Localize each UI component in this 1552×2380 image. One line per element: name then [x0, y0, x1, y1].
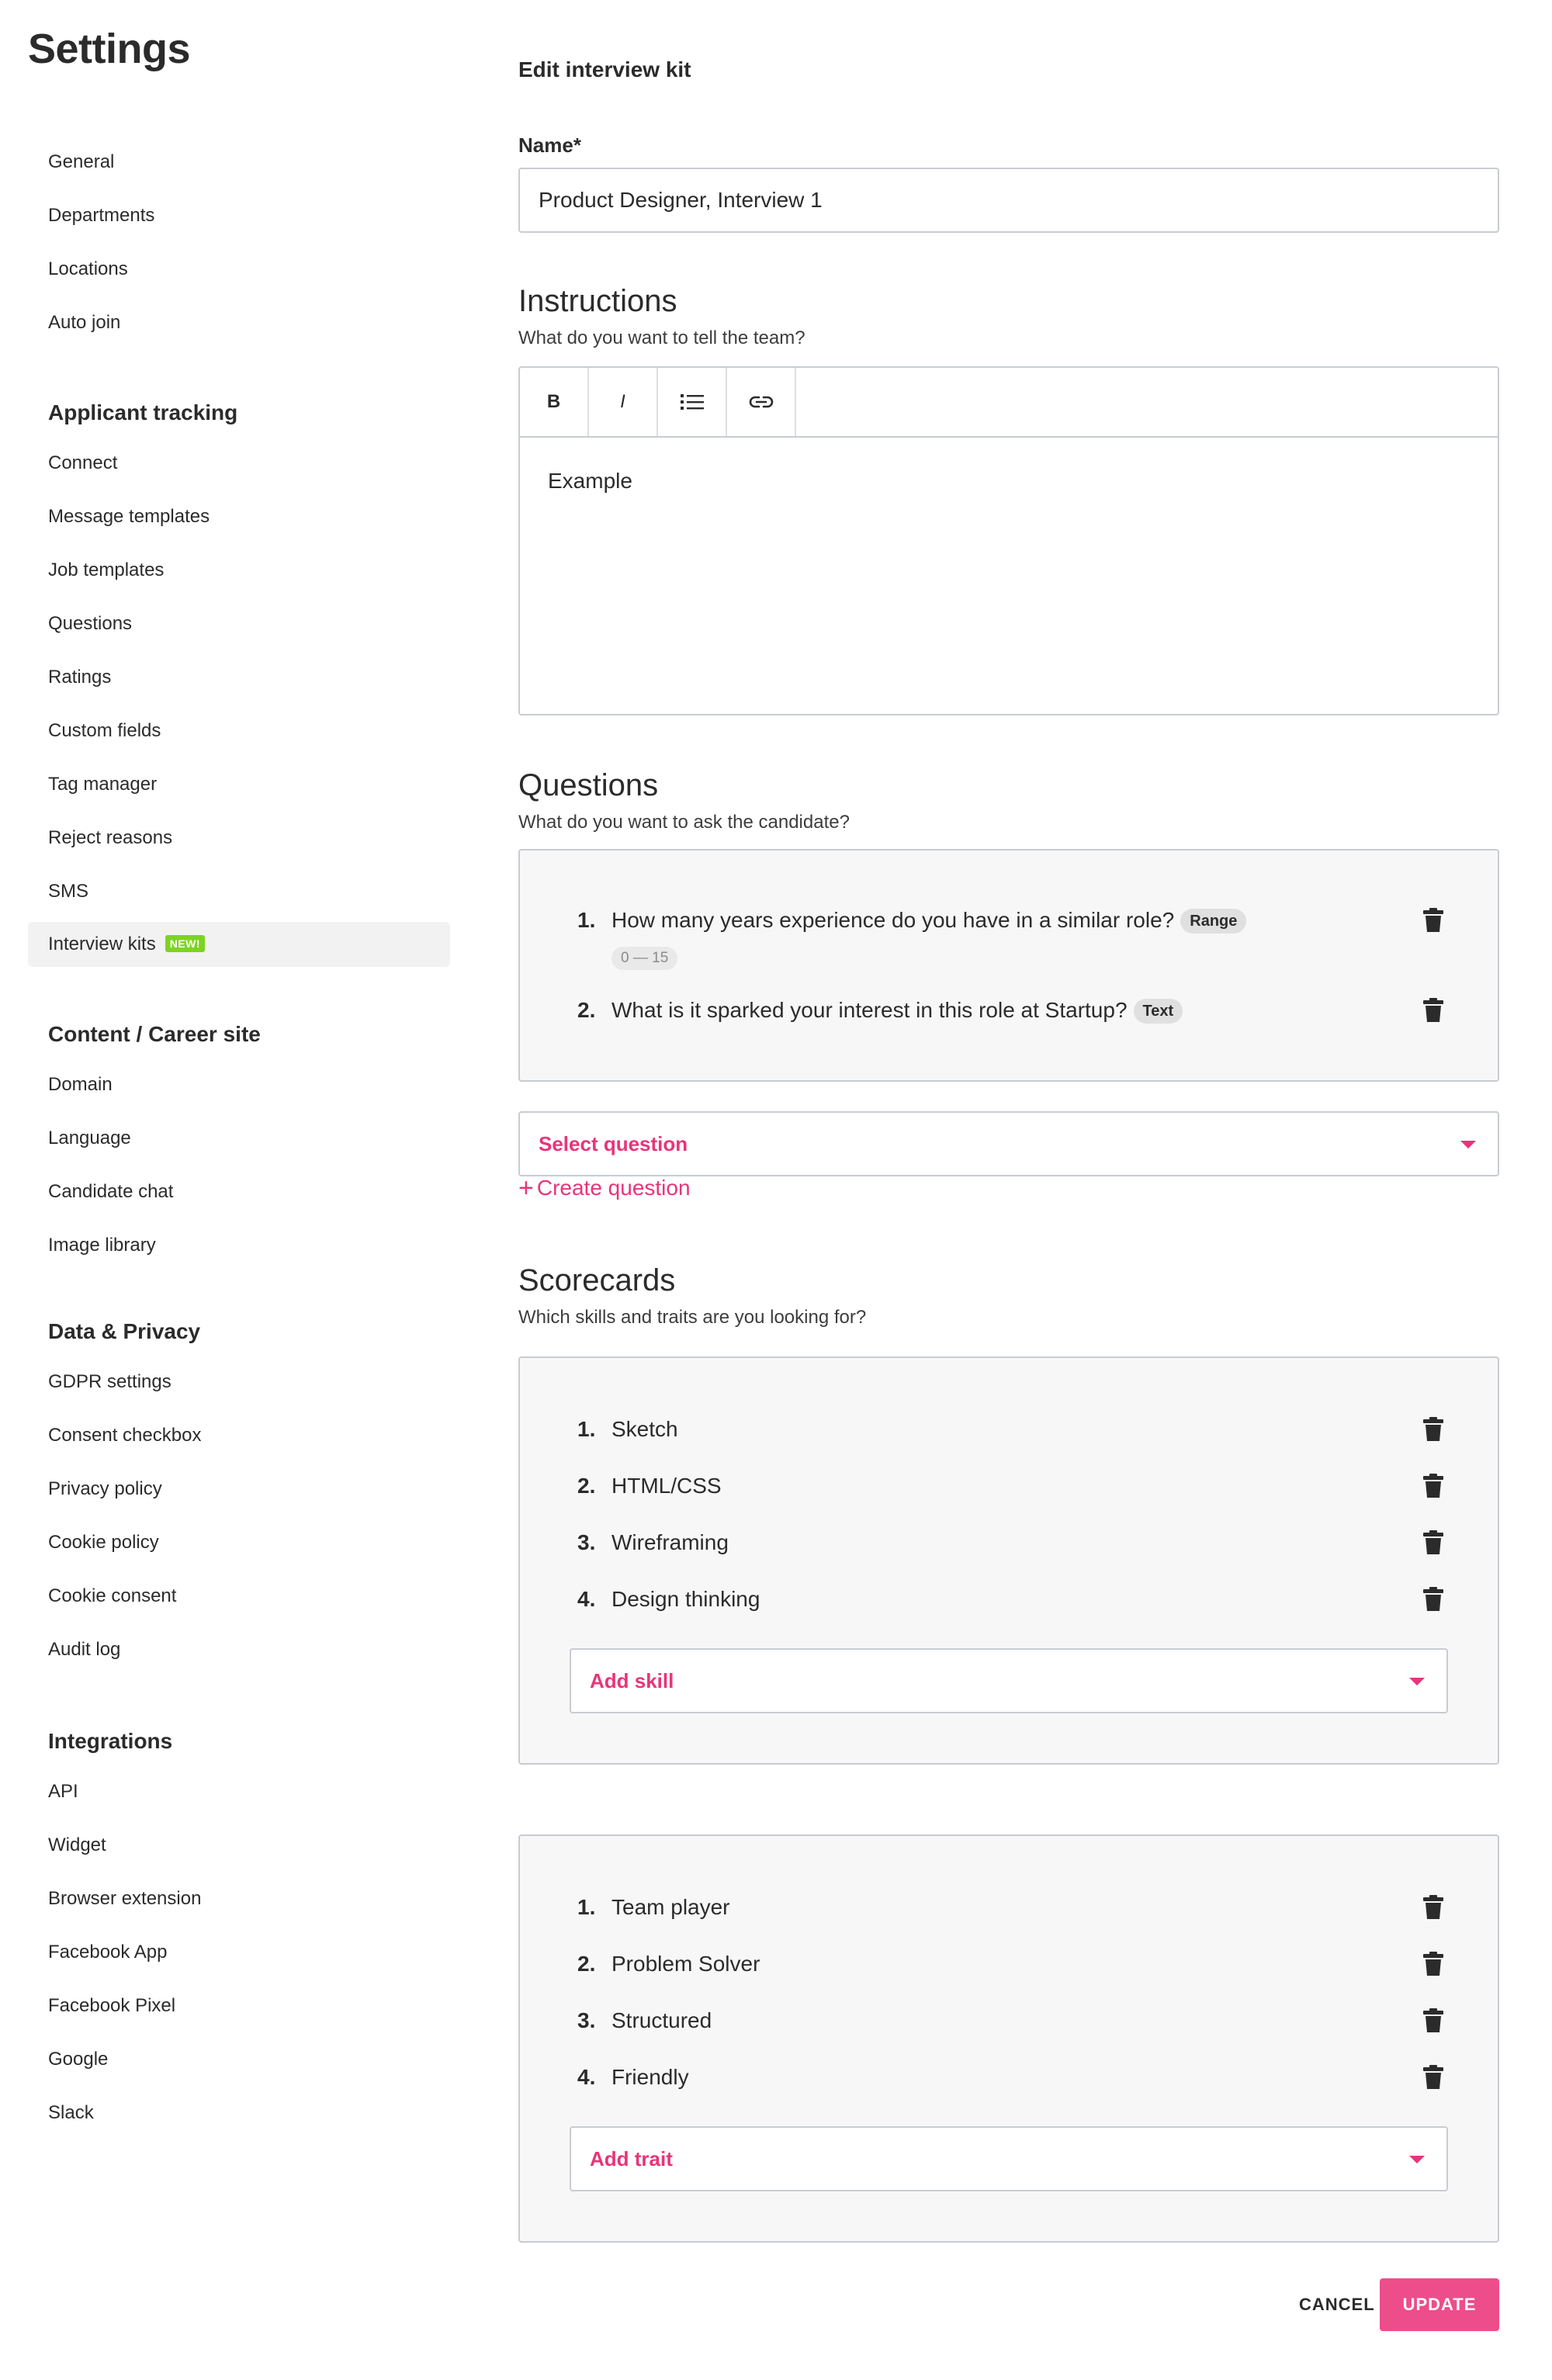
- skill-item: [520, 1581, 1498, 1618]
- skill-item: [520, 1411, 1498, 1448]
- question-text: [611, 998, 1183, 1024]
- new-badge: NEW!: [165, 935, 205, 952]
- trait-item: [520, 2002, 1498, 2039]
- scorecards-title: Scorecards: [518, 1263, 676, 1297]
- skill-label: Design thinking: [611, 1587, 760, 1611]
- sidebar-item-browser-extension[interactable]: Browser extension: [48, 1888, 202, 1909]
- nav-integrations: [28, 1718, 450, 2139]
- nav-heading-data-privacy: Data & Privacy: [48, 1319, 201, 1343]
- sidebar-item-api[interactable]: API: [48, 1781, 78, 1802]
- caret-down-icon: [1409, 2156, 1425, 2163]
- trash-icon[interactable]: [1423, 1417, 1443, 1442]
- bold-button[interactable]: B: [520, 368, 589, 436]
- trash-icon[interactable]: [1423, 1587, 1443, 1612]
- trait-label: Problem Solver: [611, 1952, 760, 1976]
- sidebar-item-privacy-policy[interactable]: Privacy policy: [48, 1478, 162, 1499]
- sidebar-item-slack[interactable]: Slack: [48, 2102, 94, 2123]
- sidebar-item-connect[interactable]: Connect: [48, 452, 118, 473]
- sidebar-item-custom-fields[interactable]: Custom fields: [48, 720, 161, 741]
- sidebar-item-domain[interactable]: Domain: [48, 1074, 113, 1095]
- sidebar-item-widget[interactable]: Widget: [48, 1834, 106, 1855]
- select-question-dropdown[interactable]: [518, 1111, 1499, 1176]
- nav-heading-integrations: Integrations: [48, 1729, 173, 1753]
- skill-number: 3.: [577, 1530, 596, 1554]
- settings-sidebar: [0, 0, 466, 2380]
- sidebar-item-label: Interview kits: [48, 934, 156, 954]
- question-label: What is it sparked your interest in this role at Startup?: [611, 998, 1128, 1022]
- plus-icon: +: [518, 1173, 534, 1203]
- trait-number: 2.: [577, 1952, 596, 1976]
- trash-icon[interactable]: [1423, 1895, 1443, 1920]
- update-button[interactable]: UPDATE: [1380, 2278, 1499, 2331]
- create-question-label: Create question: [536, 1176, 691, 1200]
- trash-icon[interactable]: [1423, 1530, 1443, 1555]
- trash-icon[interactable]: [1423, 908, 1443, 933]
- sidebar-item-ratings[interactable]: Ratings: [48, 667, 112, 688]
- nav-content-career-site: [28, 1011, 450, 1272]
- name-field[interactable]: [518, 168, 1499, 233]
- sidebar-item-consent-checkbox[interactable]: Consent checkbox: [48, 1425, 202, 1446]
- trash-icon[interactable]: [1423, 2008, 1443, 2033]
- sidebar-item-google[interactable]: Google: [48, 2049, 109, 2070]
- sidebar-item-auto-join[interactable]: Auto join: [48, 312, 121, 333]
- question-type-tag: Range: [1180, 909, 1246, 934]
- sidebar-item-departments[interactable]: Departments: [48, 205, 155, 226]
- skill-label: Sketch: [611, 1417, 678, 1441]
- trash-icon[interactable]: [1423, 998, 1443, 1023]
- sidebar-item-reject-reasons[interactable]: Reject reasons: [48, 827, 173, 848]
- trait-number: 4.: [577, 2065, 596, 2089]
- trash-icon[interactable]: [1423, 2065, 1443, 2090]
- trait-item: [520, 2059, 1498, 2096]
- link-icon: [749, 395, 774, 409]
- skill-number: 1.: [577, 1417, 596, 1441]
- scorecards-subtitle: Which skills and traits are you looking for?: [518, 1307, 867, 1328]
- skill-label: HTML/CSS: [611, 1474, 722, 1498]
- sidebar-item-facebook-pixel[interactable]: Facebook Pixel: [48, 1995, 176, 2016]
- trash-icon[interactable]: [1423, 1952, 1443, 1976]
- nav-heading-applicant-tracking: Applicant tracking: [48, 400, 238, 424]
- sidebar-item-candidate-chat[interactable]: Candidate chat: [48, 1181, 174, 1202]
- question-type-tag: Text: [1134, 999, 1183, 1024]
- skill-item: [520, 1524, 1498, 1561]
- instructions-editor: [518, 366, 1499, 715]
- trait-item: [520, 1945, 1498, 1983]
- sidebar-item-interview-kits[interactable]: [28, 922, 450, 967]
- name-field-label: Name*: [518, 133, 581, 157]
- sidebar-item-gdpr-settings[interactable]: GDPR settings: [48, 1371, 171, 1392]
- question-item: [520, 992, 1498, 1029]
- traits-panel: [518, 1834, 1499, 2243]
- sidebar-item-message-templates[interactable]: Message templates: [48, 506, 210, 527]
- sidebar-item-facebook-app[interactable]: Facebook App: [48, 1942, 168, 1963]
- sidebar-item-tag-manager[interactable]: Tag manager: [48, 774, 158, 795]
- create-question-link[interactable]: [518, 1173, 691, 1204]
- sidebar-item-job-templates[interactable]: Job templates: [48, 559, 165, 580]
- bullet-list-icon: [681, 393, 704, 411]
- sidebar-item-sms[interactable]: SMS: [48, 881, 89, 902]
- add-trait-label: Add trait: [590, 2147, 673, 2170]
- range-value: 0 — 15: [611, 947, 677, 970]
- nav-applicant-tracking: [28, 390, 450, 972]
- sidebar-item-general[interactable]: General: [48, 151, 115, 172]
- instructions-title: Instructions: [518, 284, 677, 318]
- trait-label: Team player: [611, 1895, 730, 1919]
- trash-icon[interactable]: [1423, 1474, 1443, 1498]
- nav-heading-content-career-site: Content / Career site: [48, 1022, 261, 1046]
- link-button[interactable]: [727, 368, 796, 436]
- skill-item: [520, 1467, 1498, 1505]
- trait-number: 1.: [577, 1895, 596, 1919]
- caret-down-icon: [1409, 1678, 1425, 1685]
- caret-down-icon: [1460, 1141, 1476, 1148]
- skills-panel: [518, 1356, 1499, 1765]
- sidebar-item-cookie-policy[interactable]: Cookie policy: [48, 1532, 159, 1553]
- instructions-subtitle: What do you want to tell the team?: [518, 327, 805, 348]
- add-skill-label: Add skill: [590, 1669, 674, 1692]
- add-trait-dropdown[interactable]: [570, 2126, 1448, 2191]
- sidebar-item-language[interactable]: Language: [48, 1128, 131, 1148]
- question-number: 1.: [577, 908, 596, 932]
- select-question-label: Select question: [539, 1132, 688, 1155]
- sidebar-item-locations[interactable]: Locations: [48, 258, 128, 279]
- sidebar-item-questions[interactable]: Questions: [48, 613, 133, 634]
- sidebar-item-image-library[interactable]: Image library: [48, 1235, 156, 1256]
- bullet-list-button[interactable]: [658, 368, 727, 436]
- skill-number: 4.: [577, 1587, 596, 1611]
- questions-panel: [518, 849, 1499, 1082]
- questions-title: Questions: [518, 768, 659, 802]
- italic-button[interactable]: I: [589, 368, 658, 436]
- questions-subtitle: What do you want to ask the candidate?: [518, 812, 850, 833]
- cancel-button[interactable]: CANCEL: [1299, 2295, 1375, 2314]
- question-number: 2.: [577, 998, 596, 1022]
- trait-label: Structured: [611, 2008, 712, 2032]
- editor-toolbar: [520, 368, 1498, 438]
- nav-data-privacy: [28, 1308, 450, 1676]
- nav-general: [28, 135, 450, 349]
- trait-number: 3.: [577, 2008, 596, 2032]
- skill-label: Wireframing: [611, 1530, 729, 1554]
- trait-label: Friendly: [611, 2065, 689, 2089]
- page-title: Settings: [28, 26, 191, 72]
- question-label: How many years experience do you have in a similar role?: [611, 908, 1175, 932]
- add-skill-dropdown[interactable]: [570, 1648, 1448, 1713]
- question-text: [611, 908, 1246, 934]
- sidebar-item-audit-log[interactable]: Audit log: [48, 1639, 121, 1660]
- sidebar-item-cookie-consent[interactable]: Cookie consent: [48, 1585, 177, 1606]
- trait-item: [520, 1889, 1498, 1926]
- form-heading: Edit interview kit: [518, 57, 691, 81]
- editor-content[interactable]: Example: [548, 469, 632, 493]
- question-item: [520, 902, 1498, 966]
- skill-number: 2.: [577, 1474, 596, 1498]
